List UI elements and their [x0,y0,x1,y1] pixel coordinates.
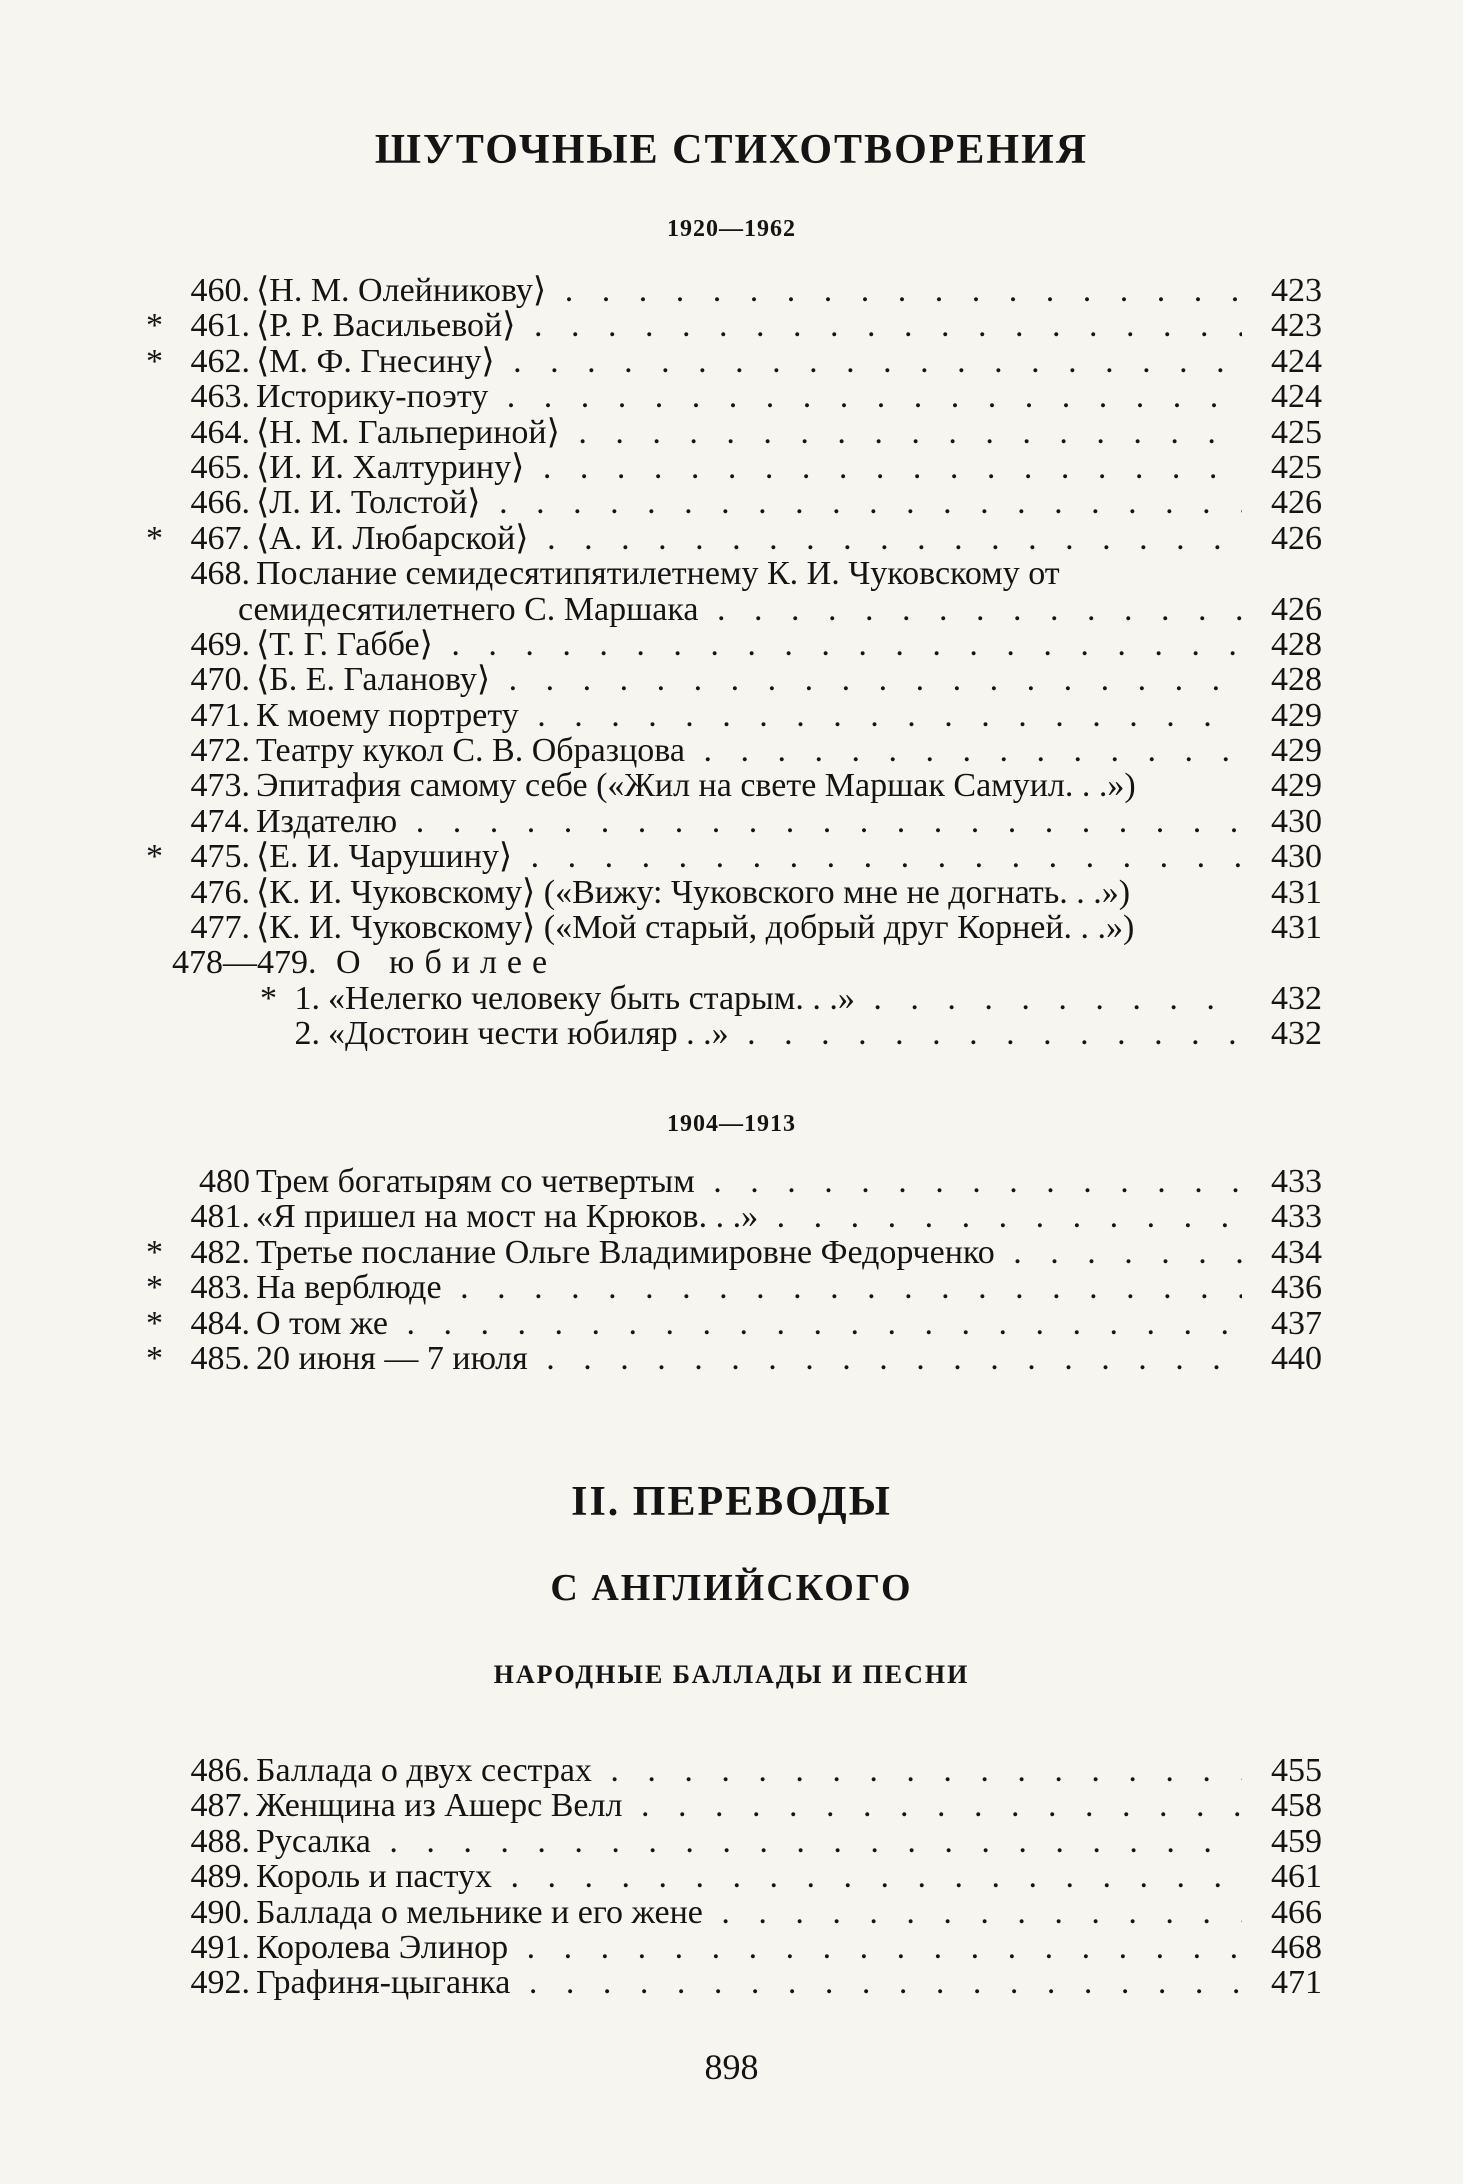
entry-page: 458 [1271,1787,1322,1825]
toc-entry-461[interactable] [146,307,1322,345]
entry-page: 423 [1271,272,1322,309]
asterisk-mark: * [146,342,163,380]
entry-title: ⟨Б. Е. Галанову⟩ . . . [256,662,1242,697]
entry-number: 470. [190,661,250,699]
entry-page: 425 [1271,448,1322,486]
asterisk-mark: * [146,838,163,876]
entry-page: 434 [1271,1233,1322,1271]
entry-title: ⟨М. Ф. Гнесину⟩ . . . [256,344,1242,379]
entry-title: ⟨К. И. Чуковскому⟩ («Мой старый, добрый друг Корней. . .») [256,910,1135,946]
entry-number: 460. [190,272,250,309]
asterisk-mark: * [146,307,163,345]
entry-number: 472. [190,732,250,770]
toc-list-3 [150,1753,1322,2001]
toc-list-1 [146,272,1322,1053]
entry-number: 482. [190,1233,250,1271]
entry-page: 440 [1271,1339,1322,1377]
toc-entry-477[interactable] [150,910,1322,945]
entry-page: 466 [1271,1893,1322,1931]
entry-page: 437 [1271,1304,1322,1342]
entry-page: 423 [1271,307,1322,345]
toc-list-2 [146,1163,1322,1377]
entry-number: 2. [294,1015,320,1053]
toc-subentry-1[interactable] [150,981,1322,1016]
toc-entry-483[interactable] [146,1269,1322,1307]
toc-entry-488[interactable] [150,1824,1322,1859]
entry-number: 489. [190,1858,250,1896]
asterisk-mark: * [146,1233,163,1271]
toc-entry-482[interactable] [146,1233,1322,1271]
section-title-translations: II. ПЕРЕВОДЫ [571,1479,892,1525]
toc-entry-462[interactable] [146,342,1322,380]
entry-title: Третье послание Ольге Владимировне Федорченко . . . [256,1235,1242,1270]
entry-title: Король и пастух . . . [256,1859,1242,1894]
entry-number: 488. [190,1822,250,1860]
entry-number: 483. [190,1269,250,1307]
toc-entry-478-479[interactable] [150,945,1322,980]
entry-number: 484. [190,1304,250,1342]
entry-number: 477. [190,909,250,947]
entry-number: 486. [190,1752,250,1789]
entry-page: 429 [1271,767,1322,805]
entry-title: О юбилее [336,945,558,981]
entry-title: «Достоин чести юбиляр . .» . . . [328,1016,1242,1051]
toc-entry-466[interactable] [150,485,1322,520]
toc-entry-468-continued[interactable] [150,592,1322,627]
entry-page: 428 [1271,625,1322,663]
entry-title: Издателю . . . [256,804,1242,839]
entry-page: 426 [1271,590,1322,628]
entry-title: ⟨И. И. Халтурину⟩ . . . [256,450,1242,485]
entry-number: 468. [190,555,250,593]
entry-title: ⟨К. И. Чуковскому⟩ («Вижу: Чуковского мне не догнать. . .») [256,874,1131,911]
entry-page: 461 [1271,1858,1322,1896]
entry-title: Трем богатырям со четвертым . . . [256,1164,1242,1199]
entry-title: ⟨Н. М. Гальпериной⟩ . . . [256,415,1242,450]
entry-number: 481. [190,1198,250,1236]
toc-entry-467[interactable] [146,519,1322,557]
toc-entry-475[interactable] [146,838,1322,876]
toc-entry-481[interactable] [150,1199,1322,1234]
entry-title: Театру кукол С. В. Образцова . . . [256,733,1242,768]
toc-entry-485[interactable] [146,1339,1322,1377]
entry-title: Женщина из Ашерс Велл . . . [256,1788,1242,1823]
entry-title: Эпитафия самому себе («Жил на свете Маршак Самуил. . .») [256,768,1136,804]
entry-title: ⟨А. И. Любарской⟩ . . . [256,521,1242,556]
entry-page: 425 [1271,413,1322,451]
toc-entry-474[interactable] [150,804,1322,839]
entry-page: 471 [1271,1964,1322,2002]
period-heading-1: 1920—1962 [667,216,796,242]
entry-number: 487. [190,1787,250,1825]
toc-entry-491[interactable] [150,1930,1322,1965]
toc-subentry-2[interactable] [150,1016,1322,1051]
entry-page: 433 [1271,1198,1322,1236]
entry-page: 424 [1271,378,1322,416]
entry-title: Баллада о мельнике и его жене . . . [256,1895,1242,1930]
entry-number: 485. [190,1339,250,1377]
toc-entry-484[interactable] [146,1304,1322,1342]
toc-entry-476[interactable] [150,875,1322,910]
entry-page: 468 [1271,1928,1322,1966]
toc-entry-465[interactable] [150,450,1322,485]
entry-number: 476. [190,873,250,911]
entry-page: 436 [1271,1269,1322,1307]
entry-page: 429 [1271,732,1322,770]
entry-page: 430 [1271,838,1322,876]
entry-page: 431 [1271,909,1322,947]
entry-title: К моему портрету . . . [256,698,1242,733]
section-subsubtitle-ballads: НАРОДНЫЕ БАЛЛАДЫ И ПЕСНИ [493,1660,970,1689]
entry-title: ⟨Р. Р. Васильевой⟩ . . . [256,308,1242,343]
toc-entry-463[interactable] [150,379,1322,414]
entry-title: «Нелегко человеку быть старым. . .» . . . [328,981,1242,1016]
toc-entry-490[interactable] [150,1895,1322,1930]
toc-entry-486[interactable] [150,1753,1322,1788]
toc-entry-472[interactable] [150,733,1322,768]
entry-title: ⟨Н. М. Олейникову⟩ . . . [256,273,1242,308]
toc-entry-469[interactable] [150,627,1322,662]
toc-entry-464[interactable] [150,415,1322,450]
section-subtitle-english: С АНГЛИЙСКОГО [550,1567,913,1609]
entry-number: 461. [190,307,250,345]
entry-title: На верблюде . . . [256,1270,1242,1305]
entry-title: «Я пришел на мост на Крюков. . .» . . . [256,1199,1242,1234]
entry-number: 464. [190,413,250,451]
asterisk-mark: * [146,1269,163,1307]
entry-number: 492. [190,1964,250,2002]
toc-entry-471[interactable] [150,698,1322,733]
toc-entry-473[interactable] [150,768,1322,803]
toc-entry-460[interactable] [150,273,1322,308]
page-number: 898 [704,2047,759,2087]
entry-number: 490. [190,1893,250,1931]
entry-number: 478—479. [172,944,317,982]
asterisk-mark: * [146,1304,163,1342]
asterisk-mark: * [146,1339,163,1377]
entry-title: ⟨Л. И. Толстой⟩ . . . [256,485,1242,520]
entry-number: 465. [190,448,250,486]
asterisk-mark: * [260,979,277,1017]
entry-title: Королева Элинор . . . [256,1930,1242,1965]
entry-page: 426 [1271,484,1322,522]
entry-title: Послание семидесятипятилетнему К. И. Чуковскому от [256,556,1060,592]
entry-page: 426 [1271,519,1322,557]
entry-title: ⟨Т. Г. Габбе⟩ . . . [256,627,1242,662]
entry-number: 475. [190,838,250,876]
entry-number: 474. [190,802,250,840]
entry-number: 491. [190,1928,250,1966]
entry-page: 424 [1271,342,1322,380]
entry-page: 433 [1271,1163,1322,1200]
entry-number: 471. [190,696,250,734]
toc-entry-492[interactable] [150,1965,1322,2000]
entry-title: семидесятилетнего С. Маршака . . . [238,592,1242,627]
entry-title: Графиня-цыганка . . . [256,1965,1242,2000]
entry-title: 20 июня — 7 июля . . . [256,1341,1242,1376]
entry-number: 480 [199,1163,250,1200]
section-title-humorous: ШУТОЧНЫЕ СТИХОТВОРЕНИЯ [374,127,1089,173]
entry-number: 1. [294,979,320,1017]
entry-page: 455 [1271,1752,1322,1789]
toc-entry-470[interactable] [150,662,1322,697]
asterisk-mark: * [146,519,163,557]
entry-title: Русалка . . . [256,1824,1242,1859]
toc-entry-487[interactable] [150,1788,1322,1823]
entry-title: Баллада о двух сестрах . . . [256,1753,1242,1788]
entry-title: О том же . . . [256,1306,1242,1341]
entry-number: 466. [190,484,250,522]
period-heading-2: 1904—1913 [667,1111,796,1137]
entry-title: ⟨Е. И. Чарушину⟩ . . . [256,839,1242,874]
entry-number: 462. [190,342,250,380]
entry-number: 463. [190,378,250,416]
entry-page: 432 [1271,979,1322,1017]
entry-page: 429 [1271,696,1322,734]
toc-entry-468[interactable] [150,556,1322,591]
entry-number: 469. [190,625,250,663]
toc-entry-489[interactable] [150,1859,1322,1894]
entry-page: 431 [1271,873,1322,911]
entry-page: 432 [1271,1015,1322,1053]
entry-page: 430 [1271,802,1322,840]
entry-title: Историку-поэту . . . [256,379,1242,414]
toc-entry-480[interactable] [150,1164,1322,1199]
entry-page: 459 [1271,1822,1322,1860]
entry-number: 473. [190,767,250,805]
entry-number: 467. [190,519,250,557]
entry-page: 428 [1271,661,1322,699]
